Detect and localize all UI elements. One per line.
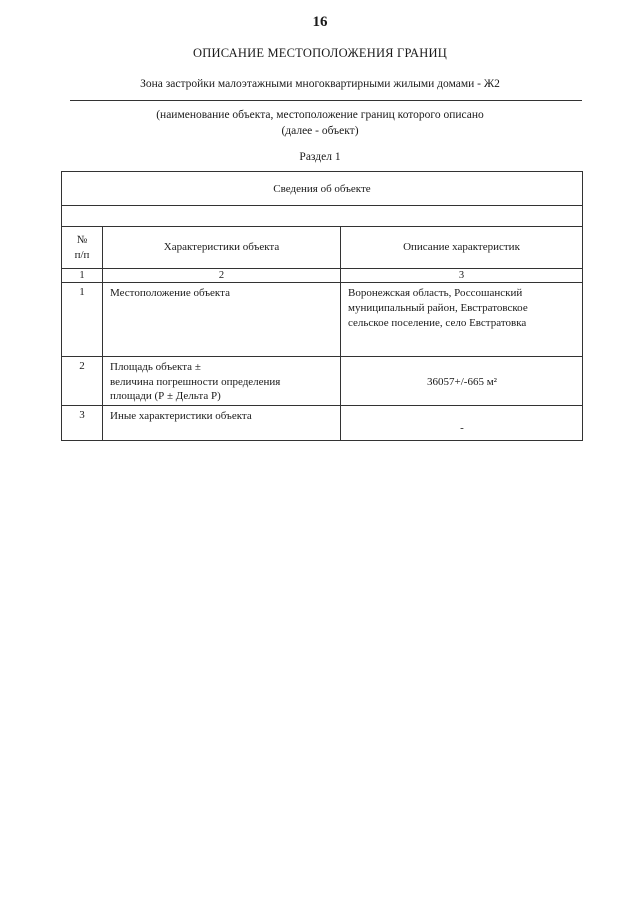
row-characteristic-line: Иные характеристики объекта [110,410,252,422]
note-line: (наименование объекта, местоположение границ которого описано [156,109,484,121]
table-row [62,406,583,441]
underline-rule [70,100,582,101]
row-characteristic-line: Площадь объекта ± [110,361,201,373]
row-characteristic [103,357,341,406]
page-number: 16 [312,14,328,30]
column-header-number-line: п/п [74,248,90,261]
row-characteristic-line: Местоположение объекта [110,287,230,299]
row-number: 3 [62,406,103,441]
row-description-line: сельское поселение, село Евстратовка [348,317,527,329]
column-number: 3 [341,269,583,283]
table-row [62,357,583,406]
column-number: 2 [103,269,341,283]
table-row [62,283,583,357]
row-number: 2 [62,357,103,406]
table-header: Сведения об объекте [62,172,583,206]
column-number: 1 [62,269,103,283]
section-label: Раздел 1 [299,151,341,163]
row-description-line: Воронежская область, Россошанский [348,287,523,299]
column-header-description: Описание характеристик [341,227,583,269]
document-title: ОПИСАНИЕ МЕСТОПОЛОЖЕНИЯ ГРАНИЦ [193,46,447,60]
row-description [341,406,583,441]
column-header-number-line: № [76,233,88,246]
row-description-line: муниципальный район, Евстратовское [348,302,528,314]
row-description [341,283,583,357]
object-info-table [61,171,583,441]
row-characteristic-line: площади (Р ± Дельта Р) [110,390,221,402]
zone-name: Зона застройки малоэтажными многоквартирными жилыми домами - Ж2 [140,78,500,90]
column-header-number [62,227,103,269]
row-description [341,357,583,406]
row-characteristic [103,406,341,441]
note-line: (далее - объект) [281,125,359,137]
row-characteristic [103,283,341,357]
column-header-characteristic: Характеристики объекта [103,227,341,269]
table-empty-row [62,206,583,227]
object-note [0,107,640,139]
row-characteristic-line: величина погрешности определения [110,375,281,388]
row-description-line: - [460,422,464,434]
row-number: 1 [62,283,103,357]
row-description-line: 36057+/-665 м² [427,376,497,388]
